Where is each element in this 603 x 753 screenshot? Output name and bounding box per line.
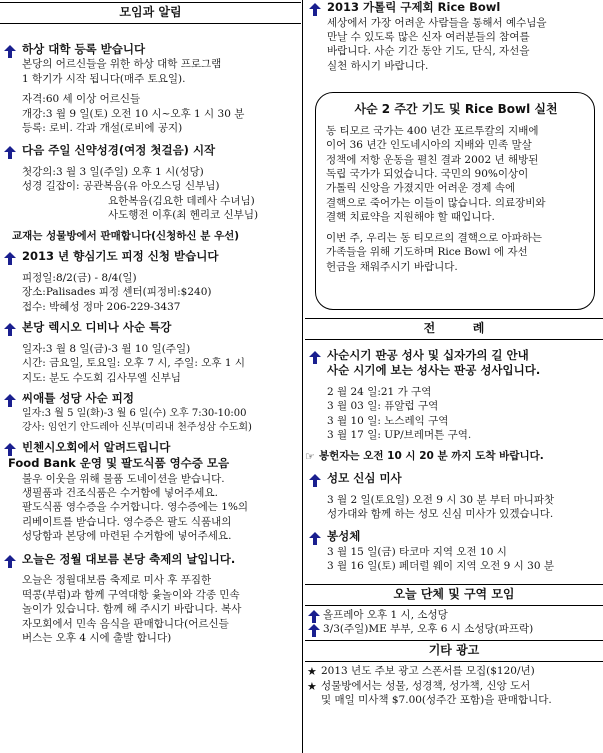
section-festival xyxy=(0,552,301,646)
ad-item xyxy=(305,664,603,678)
text-line: 성가대와 함께 하는 성모 신심 미사가 있겠습니다. xyxy=(327,508,554,520)
text-line: 및 매일 미사책 $7.00(성주간 포함)을 판매합니다. xyxy=(321,694,552,706)
section-title: 2013 가톨릭 구제회 Rice Bowl xyxy=(327,0,501,14)
guide-item: 사도행전 이후(최 헨리코 신부님) xyxy=(108,209,259,222)
arrow-bullet-icon xyxy=(3,146,17,160)
text-line: 독립 국가가 되었습니다. 국민의 90%이상이 xyxy=(326,168,529,180)
section-seattle-retreat xyxy=(0,391,301,434)
guide-item: 공관복음(유 아오스딩 신부님) xyxy=(82,180,220,193)
text-line: 등록: 로비. 각과 개설(로비에 공지) xyxy=(22,122,183,134)
text-line: 오늘은 정월대보름 축제로 미사 후 푸짐한 xyxy=(22,574,212,587)
section-bible-study xyxy=(0,143,301,243)
text-line: 리베이트를 받습니다. 영수증은 팔도 식품내의 xyxy=(22,515,232,528)
text-line: 가톨릭 신앙을 가졌지만 어려운 경제 속에 xyxy=(326,182,516,195)
text-line: 올프레아 오후 1 시, 소성당 xyxy=(323,608,448,621)
text-line: 일자:3 월 5 일(화)-3 월 6 일(수) 오후 7:30-10:00 xyxy=(22,407,247,419)
text-line: 실천 하시기 바랍니다. xyxy=(327,59,429,72)
arrow-bullet-icon xyxy=(3,394,17,408)
text-line: 동 티모르 국가는 400 년간 포르투칼의 지배에 xyxy=(326,124,539,137)
text-line: 1 학기가 시작 됩니다(매주 토요일). xyxy=(22,72,186,85)
text-line: 정책에 저항 운동을 펼친 결과 2002 년 해방된 xyxy=(326,153,539,166)
text-line: 본당의 어르신들을 위한 하상 대학 프로그램 xyxy=(22,58,222,71)
text-line: 성물방에서는 성물, 성경책, 성가책, 신앙 도서 xyxy=(321,679,531,692)
liturgy-block xyxy=(305,318,603,707)
text-line: 3 월 16 일(토) 페더럴 웨이 지역 오전 9 시 30 분 xyxy=(327,560,554,573)
text-line: 지도: 분도 수도회 김사무엘 신부님 xyxy=(22,371,181,384)
text-line: 세상에서 가장 어려운 사람들을 통해서 예수님을 xyxy=(327,16,547,29)
text-line: 자모회에서 민속 음식을 판매합니다(어르신들 xyxy=(22,617,229,630)
text-line: 버스는 오후 4 시에 출발 합니다) xyxy=(22,632,172,645)
arrow-bullet-icon xyxy=(308,3,322,17)
section-title: 2013 년 향심기도 피정 신청 받습니다 xyxy=(22,249,219,264)
section-vincent-society xyxy=(0,440,301,543)
text-line: 3/3(주일)ME 부부, 오후 6 시 소성당(파프락) xyxy=(323,623,534,635)
column-divider xyxy=(302,0,303,753)
arrow-bullet-icon xyxy=(3,443,17,457)
section-title: 다음 주일 신약성경(여정 첫걸음) 시작 xyxy=(22,143,216,158)
section-title: 봉성체 xyxy=(327,529,361,544)
pointing-hand-icon: ☞ xyxy=(305,449,315,463)
ad-item xyxy=(305,679,603,708)
meeting-item xyxy=(305,608,603,622)
text-line: 이어 36 년간 인도네시아의 지배와 민족 말살 xyxy=(326,139,532,152)
arrow-bullet-icon xyxy=(307,624,321,638)
star-icon: ★ xyxy=(307,679,317,693)
section-communion-visit xyxy=(305,529,603,573)
text-line: 가족들을 위해 기도하며 Rice Bowl 에 자선 xyxy=(326,246,528,259)
text-line: 피정일:8/2(금) - 8/4(일) xyxy=(22,271,137,284)
guide-item: 요한복음(김요한 데레사 수녀님) xyxy=(108,194,255,207)
text-line: 3 월 15 일(금) 타코마 지역 오전 10 시 xyxy=(327,546,507,558)
section-hasang-college xyxy=(0,42,301,136)
section-title: 빈첸시오회에서 알려드립니다 xyxy=(22,440,171,455)
guide-label: 성경 길잡이: xyxy=(22,180,80,193)
text-line: 2 월 24 일:21 가 구역 xyxy=(327,385,432,398)
left-column xyxy=(0,0,301,646)
offering-note xyxy=(305,449,603,463)
text-line: 결핵으로 죽어가는 이들이 많습니다. 의료장비와 xyxy=(326,196,546,209)
section-retreat xyxy=(0,249,301,314)
meetings-banner: 오늘 단체 및 구역 모임 xyxy=(305,584,603,606)
text-line: 3 월 2 일(토요일) 오전 9 시 30 분 부터 마니파찻 xyxy=(327,493,555,506)
section-title: 오늘은 정월 대보름 본당 축제의 날입니다. xyxy=(22,551,236,566)
text-line: 2013 년도 주보 광고 스폰서를 모집($120/년) xyxy=(321,665,535,678)
arrow-bullet-icon xyxy=(3,252,17,266)
section-rice-bowl xyxy=(305,0,603,73)
liturgy-banner: 전 례 xyxy=(305,318,603,340)
text-line: 시간: 금요일, 토요일: 오후 7 시, 주일: 오후 1 시 xyxy=(22,357,245,370)
section-lectio-divina xyxy=(0,320,301,385)
section-marian-mass xyxy=(305,471,603,521)
arrow-bullet-icon xyxy=(3,45,17,59)
announcements-banner: 모임과 알림 xyxy=(0,2,301,24)
star-icon: ★ xyxy=(307,665,317,679)
section-subtitle: Food Bank 운영 및 팔도식품 영수증 모음 xyxy=(8,455,230,470)
text-line: 일자:3 월 8 일(금)-3 월 10 일(주일) xyxy=(22,342,191,355)
text-line: 장소:Palisades 피정 센터(피정비:$240) xyxy=(22,286,212,299)
section-title: 씨애틀 성당 사순 피정 xyxy=(22,391,134,406)
arrow-bullet-icon xyxy=(3,323,17,337)
text-line: 개강:3 월 9 일(토) 오전 10 시~오후 1 시 30 분 xyxy=(22,107,245,120)
lent-prayer-box xyxy=(315,92,595,310)
text-line: 이번 주, 우리는 동 티모르의 결핵으로 아파하는 xyxy=(326,231,543,244)
text-line: 바랍니다. 사순 기간 동안 기도, 단식, 자선을 xyxy=(327,45,530,58)
text-line: 헌금을 채워주시기 바랍니다. xyxy=(326,260,458,273)
text-line: 첫강의:3 월 3 일(주일) 오후 1 시(성당) xyxy=(22,166,204,178)
arrow-bullet-icon xyxy=(308,474,322,488)
meeting-item xyxy=(305,622,603,636)
text-line xyxy=(22,179,301,193)
text-line: 3 월 17 일: UP/브레머튼 구역. xyxy=(327,429,472,442)
arrow-bullet-icon xyxy=(3,555,17,569)
section-title: 본당 렉시오 디비나 사순 특강 xyxy=(22,320,172,335)
text-line: 불우 이웃을 위해 물품 도네이션을 받습니다. xyxy=(22,472,225,485)
text-line: 팔도식품 영수증을 수거합니다. 영수증에는 1%의 xyxy=(22,501,249,514)
right-column xyxy=(305,0,603,706)
textbook-note: 교재는 성물방에서 판매합니다(신청하신 분 우선) xyxy=(12,229,240,242)
text-line: 자격:60 세 이상 어르신들 xyxy=(22,93,141,106)
text-line: 3 월 10 일: 노스레익 구역 xyxy=(327,414,449,427)
section-title: 사순시기 판공 성사 및 십자가의 길 안내 xyxy=(327,347,529,362)
text-line: 접수: 박혜성 정마 206-229-3437 xyxy=(22,300,181,313)
text-line: 결핵 치료약을 지원해야 할 때입니다. xyxy=(326,211,495,224)
text-line: 성당함과 본당에 마련된 수거함에 넣어주세요. xyxy=(22,530,232,543)
text-line: 떡콩(부럼)과 함께 구역대항 윷놀이와 각종 민속 xyxy=(22,588,240,601)
section-title: 성모 신심 미사 xyxy=(327,471,402,485)
arrow-bullet-icon xyxy=(308,351,322,365)
text-line: 생필품과 건조식품은 수거함에 넣어주세요. xyxy=(22,486,218,499)
section-title: 하상 대학 등록 받습니다 xyxy=(22,41,146,56)
text-line: 강사: 임언기 안드레아 신부(미리내 천주성삼 수도회) xyxy=(22,421,252,433)
text-line: 놀이가 있습니다. 함께 해 주시기 바랍니다. 복사 xyxy=(22,603,242,616)
text-line: 3 월 03 일: 퓨알럽 구역 xyxy=(327,400,439,413)
section-confession xyxy=(305,348,603,443)
section-title-2: 사순 시기에 보는 성사는 판공 성사입니다. xyxy=(327,363,541,378)
ads-banner: 기타 광고 xyxy=(305,640,603,662)
text-line: 만날 수 있도록 많은 신자 여러분들의 참여를 xyxy=(327,31,530,43)
note-text: 봉헌자는 오전 10 시 20 분 까지 도착 바랍니다. xyxy=(319,449,544,462)
box-title: 사순 2 주간 기도 및 Rice Bowl 실천 xyxy=(354,102,558,116)
arrow-bullet-icon xyxy=(308,532,322,546)
